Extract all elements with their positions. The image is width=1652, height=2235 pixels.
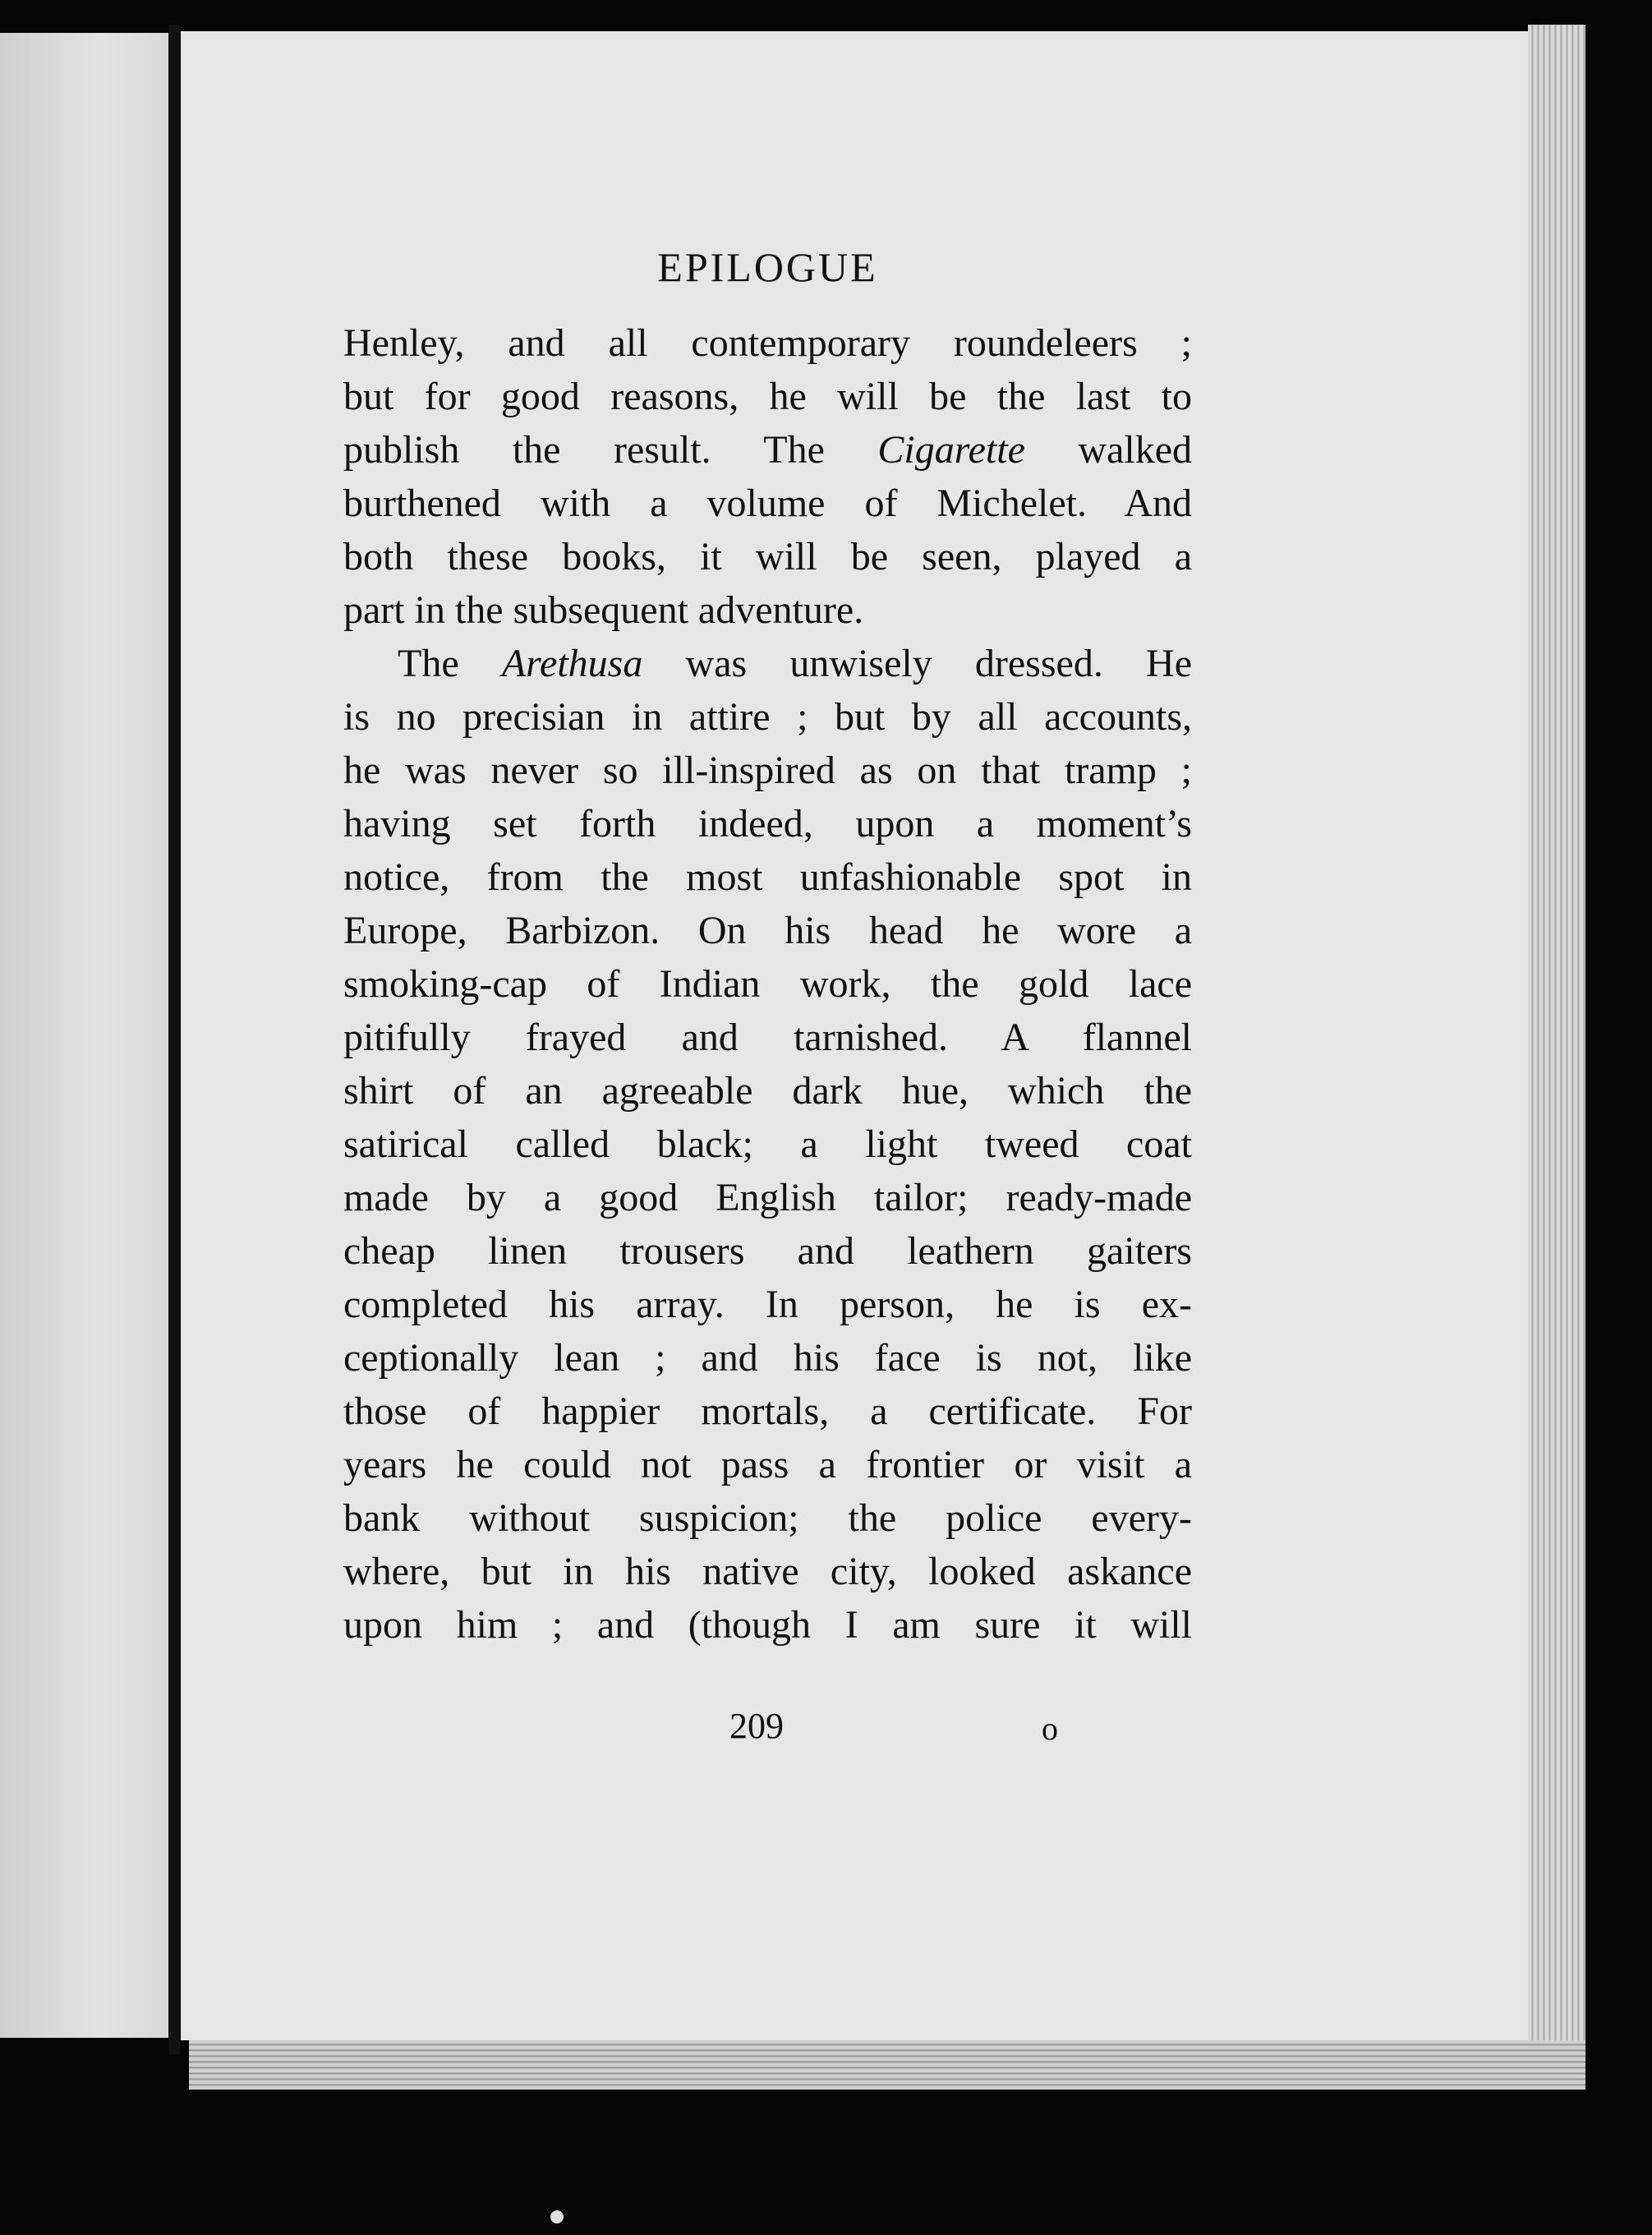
page-number: 209	[729, 1706, 784, 1746]
text-segment: The	[398, 642, 459, 685]
text-line: but for good reasons, he will be the last to	[343, 375, 1192, 418]
text-line-arethusa	[343, 639, 1192, 689]
text-line: Henley, and all contemporary roundeleers ;	[343, 321, 1192, 365]
text-line: ceptionally lean ; and his face is not, like	[343, 1336, 1192, 1380]
text-segment: publish the result. The	[343, 428, 825, 472]
text-line: cheap linen trousers and leathern gaiters	[343, 1229, 1192, 1273]
text-segment: walked	[1078, 428, 1193, 472]
text-line: upon him ; and (though I am sure it will	[343, 1603, 1192, 1647]
text-line: where, but in his native city, looked askance	[343, 1550, 1192, 1593]
text-line: he was never so ill-inspired as on that tramp ;	[343, 749, 1192, 792]
text-line: both these books, it will be seen, played a	[343, 535, 1192, 578]
text-line: part in the subsequent adventure.	[343, 588, 864, 632]
text-line-cigarette	[343, 426, 1192, 475]
text-line: bank without suspicion; the police every-	[343, 1496, 1192, 1540]
text-line: satirical called black; a light tweed coat	[343, 1122, 1192, 1166]
text-line: having set forth indeed, upon a moment’s	[343, 802, 1192, 846]
text-line: years he could not pass a frontier or visit a	[343, 1443, 1192, 1486]
text-line: shirt of an agreeable dark hue, which the	[343, 1069, 1192, 1113]
running-head: EPILOGUE	[657, 244, 878, 290]
text-line: smoking-cap of Indian work, the gold lace	[343, 962, 1192, 1006]
text-line: burthened with a volume of Michelet. And	[343, 482, 1192, 525]
text-segment: was unwisely dressed. He	[685, 642, 1192, 685]
scan-artifact-mark	[550, 2210, 564, 2223]
text-line: those of happier mortals, a certificate. For	[343, 1389, 1192, 1433]
italic-ship-name-cigarette: Cigarette	[877, 428, 1025, 472]
text-line: notice, from the most unfashionable spot in	[343, 855, 1192, 899]
book-spine	[168, 25, 180, 2054]
text-line: pitifully frayed and tarnished. A flannel	[343, 1016, 1192, 1059]
italic-ship-name-arethusa: Arethusa	[501, 642, 643, 685]
text-line: completed his array. In person, he is ex-	[343, 1283, 1192, 1326]
text-line: made by a good English tailor; ready-made	[343, 1176, 1192, 1219]
left-page-edge	[0, 33, 168, 2038]
text-line: Europe, Barbizon. On his head he wore a	[343, 909, 1192, 952]
text-line: is no precisian in attire ; but by all accounts,	[343, 695, 1192, 739]
page-stack-right-edge	[1528, 25, 1585, 2054]
signature-mark: o	[1042, 1710, 1058, 1747]
page-stack-bottom-edge	[189, 2040, 1585, 2090]
